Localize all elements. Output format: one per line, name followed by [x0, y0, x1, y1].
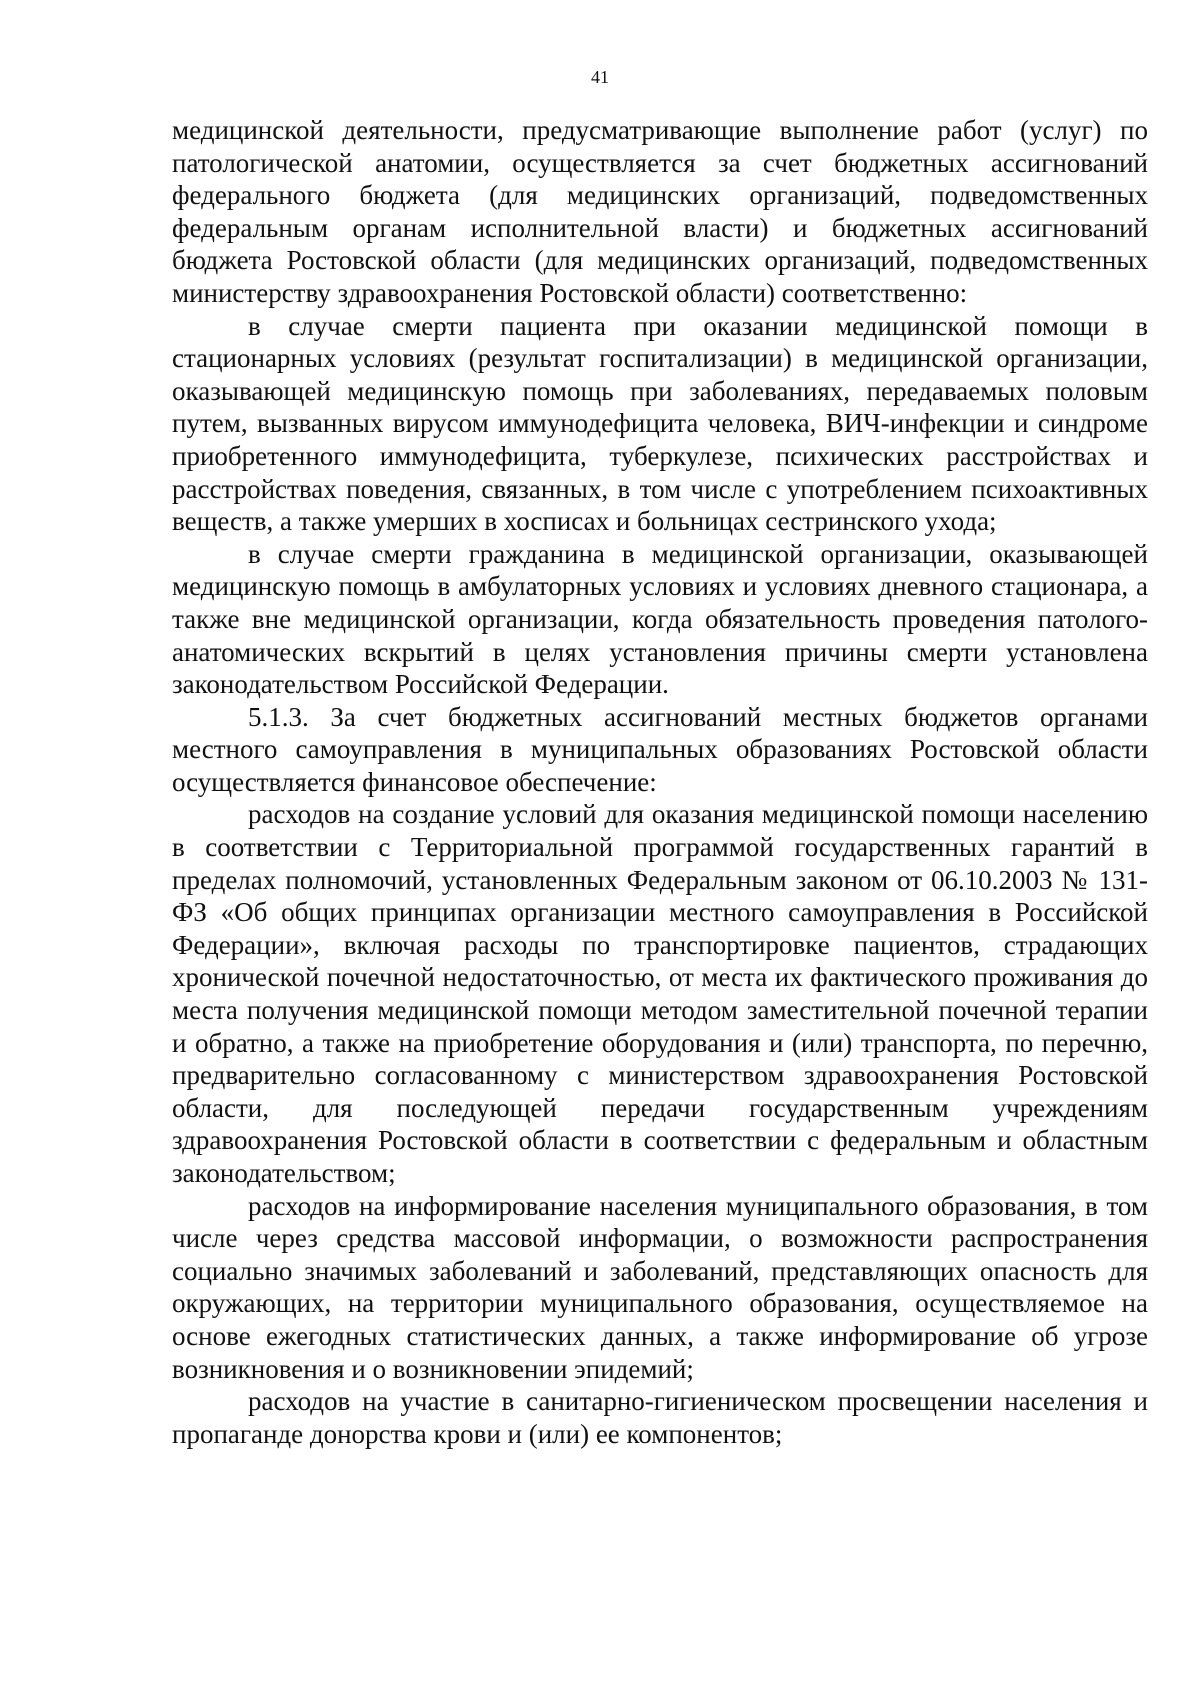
paragraph-informing-expenses: расходов на информирование населения муниципального образования, в том числе через средства массовой информации, о возможности распространения социально значимых заболеваний и заболеваний, представляющих опасность для окружающих, на территории муниципального образования, осуществляемое на основе ежегодных статистических данных, а также информирование об угрозе возникновения и о возникновении эпидемий;: [172, 1190, 1148, 1384]
page-number: 41: [591, 67, 609, 87]
paragraph-section-5-1-3: 5.1.3. За счет бюджетных ассигнований местных бюджетов органами местного самоуправления в муниципальных образованиях Ростовской области осуществляется финансовое обеспечение:: [172, 701, 1148, 797]
document-body: [172, 114, 1148, 1450]
paragraph-inpatient-death: в случае смерти пациента при оказании медицинской помощи в стационарных условиях (результат госпитализации) в медицинской организации, оказывающей медицинскую помощь при заболеваниях, передаваемых половым путем, вызванных вирусом иммунодефицита человека, ВИЧ-инфекции и синдроме приобретенного иммунодефицита, туберкулезе, психических расстройствах и расстройствах поведения, связанных, в том числе с употреблением психоактивных веществ, а также умерших в хосписах и больницах сестринского ухода;: [172, 310, 1148, 537]
paragraph-outpatient-death: в случае смерти гражданина в медицинской организации, оказывающей медицинскую помощь в амбулаторных условиях и условиях дневного стационара, а также вне медицинской организации, когда обязательность проведения патолого-анатомических вскрытий в целях установления причины смерти установлена законодательством Российской Федерации.: [172, 538, 1148, 700]
paragraph-sanitary-education-expenses: расходов на участие в санитарно-гигиеническом просвещении населения и пропаганде донорства крови и (или) ее компонентов;: [172, 1386, 1148, 1449]
paragraph-continuation: медицинской деятельности, предусматривающие выполнение работ (услуг) по патологической анатомии, осуществляется за счет бюджетных ассигнований федерального бюджета (для медицинских организаций, подведомственных федеральным органам исполнительной власти) и бюджетных ассигнований бюджета Ростовской области (для медицинских организаций, подведомственных министерству здравоохранения Ростовской области) соответственно:: [172, 115, 1148, 308]
paragraph-conditions-expenses: расходов на создание условий для оказания медицинской помощи населению в соответствии с Территориальной программой государственных гарантий в пределах полномочий, установленных Федеральным законом от 06.10.2003 № 131-ФЗ «Об общих принципах организации местного самоуправления в Российской Федерации», включая расходы по транспортировке пациентов, страдающих хронической почечной недостаточностью, от места их фактического проживания до места получения медицинской помощи методом заместительной почечной терапии и обратно, а также на приобретение оборудования и (или) транспорта, по перечню, предварительно согласованному с министерством здравоохранения Ростовской области, для последующей передачи государственным учреждениям здравоохранения Ростовской области в соответствии с федеральным и областным законодательством;: [172, 799, 1148, 1188]
